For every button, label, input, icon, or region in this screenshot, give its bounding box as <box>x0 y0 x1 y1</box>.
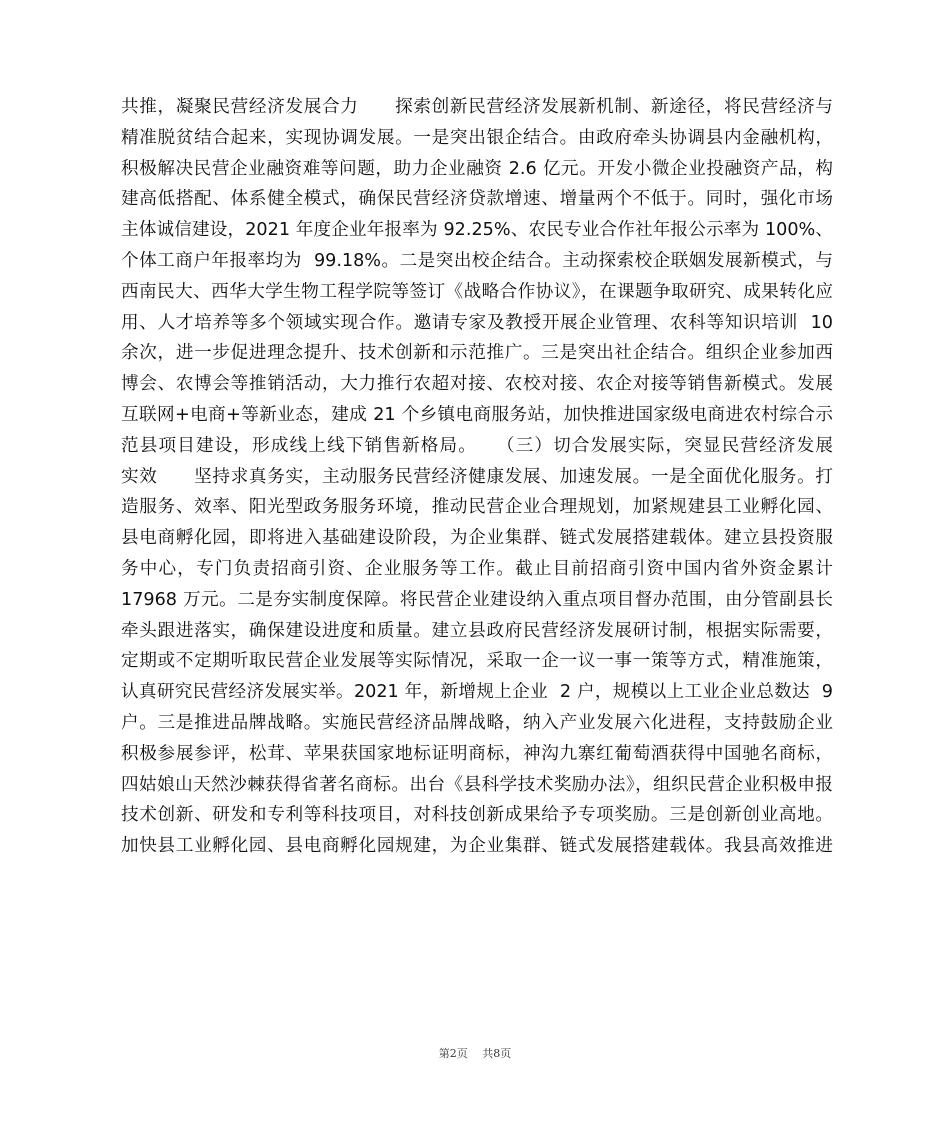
text-line: 共推，凝聚民营经济发展合力 探索创新民营经济发展新机制、新途径，将民营经济与 <box>121 97 833 117</box>
text-line: 余次，进一步促进理念提升、技术创新和示范推广。三是突出社企结合。组织企业参加西 <box>121 343 833 364</box>
text-line: 技术创新、研发和专利等科技项目，对科技创新成果给予专项奖励。三是创新创业高地。 <box>121 805 833 826</box>
text-line: 认真研究民营经济发展实举。2021 年，新增规上企业 2 户，规模以上工业企业总数达 9 <box>121 682 833 703</box>
text-line: 范县项目建设，形成线上线下销售新格局。 （三）切合发展实际，突显民营经济发展 <box>121 435 833 456</box>
text-line: 定期或不定期听取民营企业发展等实际情况，采取一企一议一事一策等方式，精准施策， <box>121 651 833 672</box>
page-footer: 第2页 共8页 <box>438 1047 512 1060</box>
text-line: 积极解决民营企业融资难等问题，助力企业融资 2.6 亿元。开发小微企业投融资产品，构 <box>121 158 833 179</box>
text-line: 互联网+电商+等新业态，建成 21 个乡镇电商服务站，加快推进国家级电商进农村综合示 <box>121 404 833 425</box>
text-line: 加快县工业孵化园、县电商孵化园规建，为企业集群、链式发展搭建载体。我县高效推进 <box>121 836 833 857</box>
text-line: 户。三是推进品牌战略。实施民营经济品牌战略，纳入产业发展六化进程，支持鼓励企业 <box>121 712 833 733</box>
text-line: 务中心，专门负责招商引资、企业服务等工作。截止目前招商引资中国内省外资金累计 <box>121 558 833 579</box>
text-line: 建高低搭配、体系健全模式，确保民营经济贷款增速、增量两个不低于。同时，强化市场 <box>121 189 833 210</box>
text-line: 用、人才培养等多个领域实现合作。邀请专家及教授开展企业管理、农科等知识培训 10 <box>121 312 833 333</box>
text-line: 实效 坚持求真务实，主动服务民营经济健康发展、加速发展。一是全面优化服务。打 <box>121 466 833 487</box>
text-line: 县电商孵化园，即将进入基础建设阶段，为企业集群、链式发展搭建载体。建立县投资服 <box>121 528 833 549</box>
text-line: 造服务、效率、阳光型政务服务环境，推动民营企业合理规划，加紧规建县工业孵化园、 <box>121 497 833 518</box>
text-line: 主体诚信建设，2021 年度企业年报率为 92.25%、农民专业合作社年报公示率为 100%、 <box>121 220 833 241</box>
text-line: 西南民大、西华大学生物工程学院等签订《战略合作协议》，在课题争取研究、成果转化应 <box>121 281 833 302</box>
text-line: 博会、农博会等推销活动，大力推行农超对接、农校对接、农企对接等销售新模式。发展 <box>121 374 833 395</box>
text-line: 牵头跟进落实，确保建设进度和质量。建立县政府民营经济发展研讨制，根据实际需要， <box>121 620 833 641</box>
text-line: 精准脱贫结合起来，实现协调发展。一是突出银企结合。由政府牵头协调县内金融机构， <box>121 127 833 148</box>
text-line: 四姑娘山天然沙棘获得省著名商标。出台《县科学技术奖励办法》，组织民营企业积极申报 <box>121 774 833 795</box>
text-line: 个体工商户年报率均为 99.18%。二是突出校企结合。主动探索校企联姻发展新模式，与 <box>121 250 833 271</box>
text-line: 17968 万元。二是夯实制度保障。将民营企业建设纳入重点项目督办范围，由分管副县长 <box>121 589 833 610</box>
text-line: 积极参展参评，松茸、苹果获国家地标证明商标，神沟九寨红葡萄酒获得中国驰名商标， <box>121 743 833 764</box>
body-text <box>121 92 833 862</box>
